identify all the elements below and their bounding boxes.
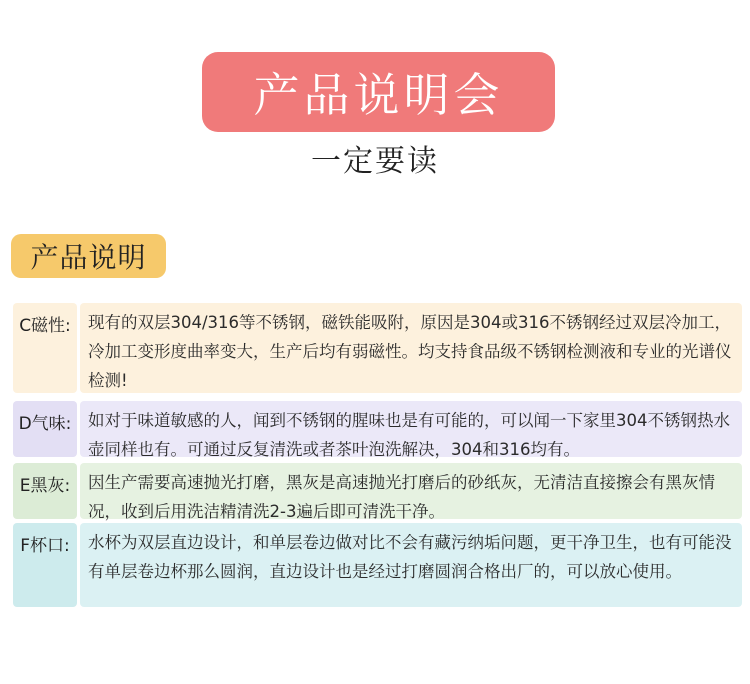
row-label: D气味: [13,401,77,457]
section-heading-badge [11,234,166,278]
page-subtitle: 一定要读 [311,144,439,179]
info-row-odor [13,401,742,457]
row-text: 现有的双层304/316等不锈钢，磁铁能吸附，原因是304或316不锈钢经过双层冷加工，冷加工变形度曲率变大，生产后均有弱磁性。均支持食品级不锈钢检测液和专业的光谱仪检测! [80,303,742,393]
row-label: E黑灰: [13,463,77,519]
row-text: 因生产需要高速抛光打磨，黑灰是高速抛光打磨后的砂纸灰，无清洁直接擦会有黑灰情况，收到后用洗洁精清洗2-3遍后即可清洗干净。 [80,463,742,519]
row-label: C磁性: [13,303,77,393]
info-row-black-ash [13,463,742,519]
row-text: 如对于味道敏感的人，闻到不锈钢的腥味也是有可能的，可以闻一下家里304不锈钢热水壶同样也有。可通过反复清洗或者茶叶泡洗解决，304和316均有。 [80,401,742,457]
title-banner [202,52,555,132]
info-row-magnetism [13,303,742,393]
page-title: 产品说明会 [253,68,504,122]
row-text: 水杯为双层直边设计，和单层卷边做对比不会有藏污纳垢问题，更干净卫生，也有可能没有单层卷边杯那么圆润，直边设计也是经过打磨圆润合格出厂的，可以放心使用。 [80,523,742,607]
section-heading: 产品说明 [30,241,147,274]
row-label: F杯口: [13,523,77,607]
info-row-cup-rim [13,523,742,607]
